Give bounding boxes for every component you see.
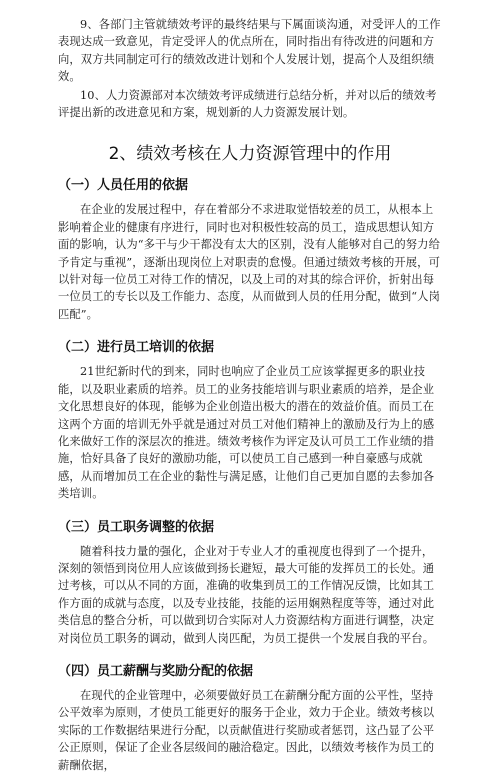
- paragraph-item-10: 10、人力资源部对本次绩效考评成绩进行总结分析，并对以后的绩效考评提出新的改进意见和方案，规划新的人力资源发展计划。: [58, 88, 437, 120]
- section-heading: （四）员工薪酬与奖励分配的依据: [58, 663, 254, 679]
- section-body: 21世纪新时代的到来，同时也响应了企业员工应该掌握更多的职业技能，以及职业素质的培养。员工的业务技能培训与职业素质的培养，是企业文化思想良好的体现，能够为企业创造出极大的潜在的效益价值。而员工在这两个方面的培训无外乎就是通过对员工对他们精神上的激励及行为上的感化来做好工作的深层次的推进。绩效考核作为评定及认可员工工作业绩的措施，恰好具备了良好的激励功能，可以使员工自己感到一种自豪感与成就感，从而增加员工在企业的黏性与满足感，让他们自己更加自愿的去参加各类培训。: [58, 365, 435, 501]
- section-personnel-appointment: [58, 177, 442, 323]
- section-body: 在现代的企业管理中，必须要做好员工在薪酬分配方面的公平性，坚持公平效率为原则，才使员工能更好的服务于企业，效力于企业。绩效考核以实际的工作数据结果进行分配，以贡献值进行奖励或者惩罚，这凸显了公平公正原则，保证了企业各层级间的融洽稳定。因此，以绩效考核作为员工的薪酬依据，: [58, 688, 435, 772]
- document-body: [58, 16, 442, 774]
- section-heading: （一）人员任用的依据: [58, 178, 189, 194]
- section-compensation: [58, 663, 442, 774]
- section-body: 在企业的发展过程中，存在着部分不求进取觉悟较差的员工，从根本上影响着企业的健康有序进行，同时也对积极性较高的员工，造成思想认知方面的影响，认为“多干与少干都没有太大的区别，没有人能够对自己的努力给予肯定与重视”，逐渐出现岗位上对职责的怠慢。但通过绩效考核的开展，可以针对每一位员工对待工作的情况，以及上司的对其的综合评价，折射出每一位员工的专长以及工作能力、态度，从而做到人员的任用分配，做到“人岗匹配”。: [58, 203, 440, 321]
- chapter-title: 2、绩效考核在人力资源管理中的作用: [108, 144, 392, 165]
- section-heading: （三）员工职务调整的依据: [58, 519, 215, 535]
- section-body: 随着科技力量的强化，企业对于专业人才的重视度也得到了一个提升，深刻的领悟到岗位用人应该做到扬长避短，最大可能的发挥员工的长处。通过考核，可以从不同的方面，准确的收集到员工的工作情况反馈，比如其工作方面的成就与态度，以及专业技能，技能的运用娴熟程度等等，通过对此类信息的整合分析，可以做到切合实际对人力资源结构方面进行调整，决定对岗位员工职务的调动，做到人岗匹配，为员工提供一个发展自我的平台。: [58, 544, 435, 645]
- section-training: [58, 339, 442, 502]
- paragraph-item-9: 9、各部门主管就绩效考评的最终结果与下属面谈沟通，对受评人的工作表现达成一致意见，肯定受评人的优点所在，同时指出有待改进的问题和方向，双方共同制定可行的绩效改进计划和个人发展计划，提高个人及组织绩效。: [58, 18, 441, 84]
- section-position-adjustment: [58, 519, 442, 647]
- section-heading: （二）进行员工培训的依据: [58, 340, 215, 356]
